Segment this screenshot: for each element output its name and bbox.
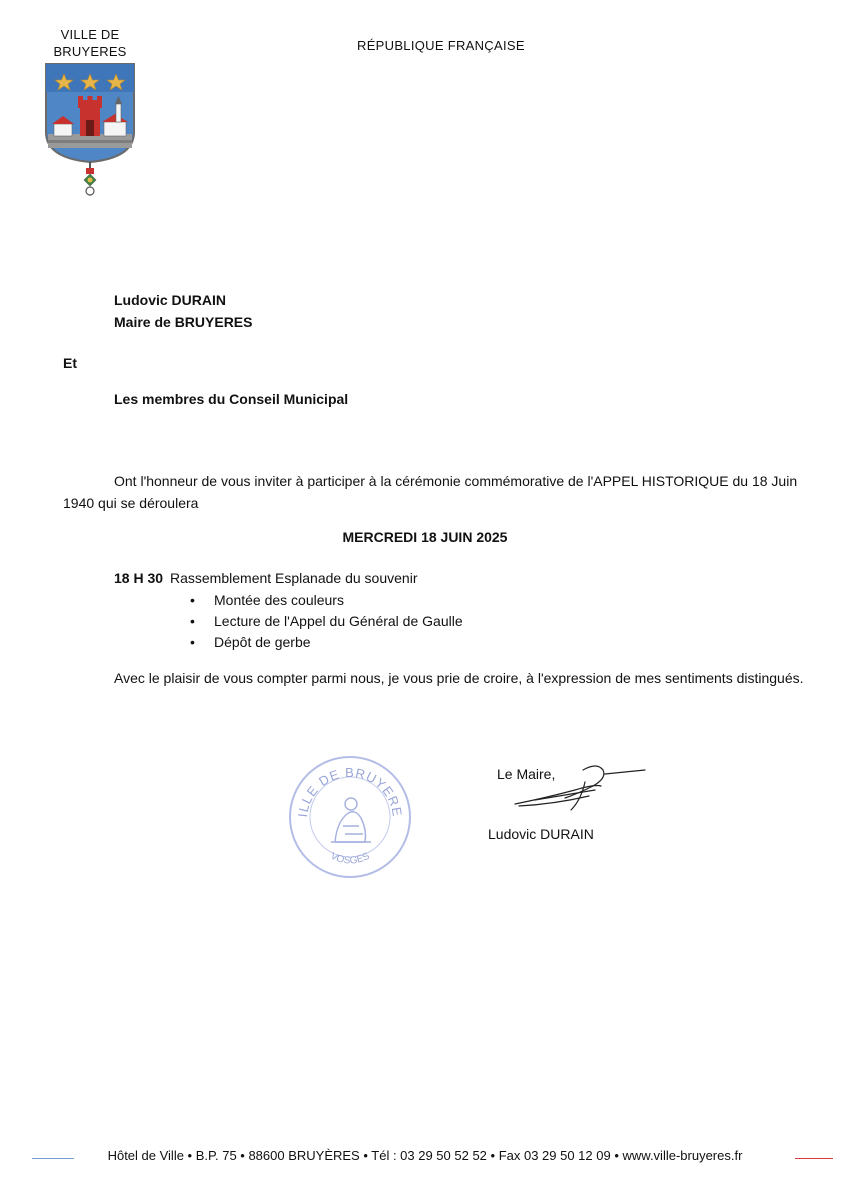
- city-label-line1: VILLE DE: [60, 27, 120, 42]
- conjunction: Et: [63, 355, 77, 371]
- sender-role: Maire de BRUYERES: [114, 314, 253, 330]
- signature-label: Le Maire,: [497, 766, 556, 782]
- list-item: • Dépôt de gerbe: [190, 632, 463, 653]
- sender-name: Ludovic DURAIN: [114, 292, 226, 308]
- seal-text-bottom: VOSGES: [328, 850, 372, 867]
- council-members: Les membres du Conseil Municipal: [114, 391, 349, 407]
- municipal-seal: [285, 752, 415, 887]
- list-item: • Montée des couleurs: [190, 590, 463, 611]
- signatory-name: Ludovic DURAIN: [488, 826, 594, 842]
- svg-text:VOSGES: [328, 851, 371, 867]
- schedule-event: Rassemblement Esplanade du souvenir: [170, 570, 418, 586]
- coat-of-arms-icon: [42, 62, 138, 203]
- city-label-line2: BRUYERES: [53, 44, 127, 59]
- seal-text-top: ILLE DE BRUYERE: [295, 764, 406, 819]
- republic-heading: RÉPUBLIQUE FRANÇAISE: [357, 38, 525, 53]
- footer-rule-right: [795, 1158, 833, 1159]
- schedule-list: [190, 590, 463, 653]
- list-item: • Lecture de l'Appel du Général de Gaulle: [190, 611, 463, 632]
- closing-sentence: Avec le plaisir de vous compter parmi nous, je vous prie de croire, à l'expression de mes sentiments distingués.: [114, 670, 804, 686]
- footer-address: Hôtel de Ville • B.P. 75 • 88600 BRUYÈRES • Tél : 03 29 50 52 52 • Fax 03 29 50 12 09 • www.ville-bruyeres.fr: [107, 1148, 743, 1163]
- svg-text:VILLE DE BRUYERES: [285, 752, 405, 818]
- schedule-time: 18 H 30: [114, 570, 164, 586]
- city-label: [40, 26, 140, 60]
- ceremony-date: MERCREDI 18 JUIN 2025: [342, 529, 508, 545]
- handwritten-signature: [505, 760, 650, 825]
- invitation-paragraph: Ont l'honneur de vous inviter à participer à la cérémonie commémorative de l'APPEL HISTORIQUE du 18 Juin 1940 qui se déroulera: [63, 473, 798, 511]
